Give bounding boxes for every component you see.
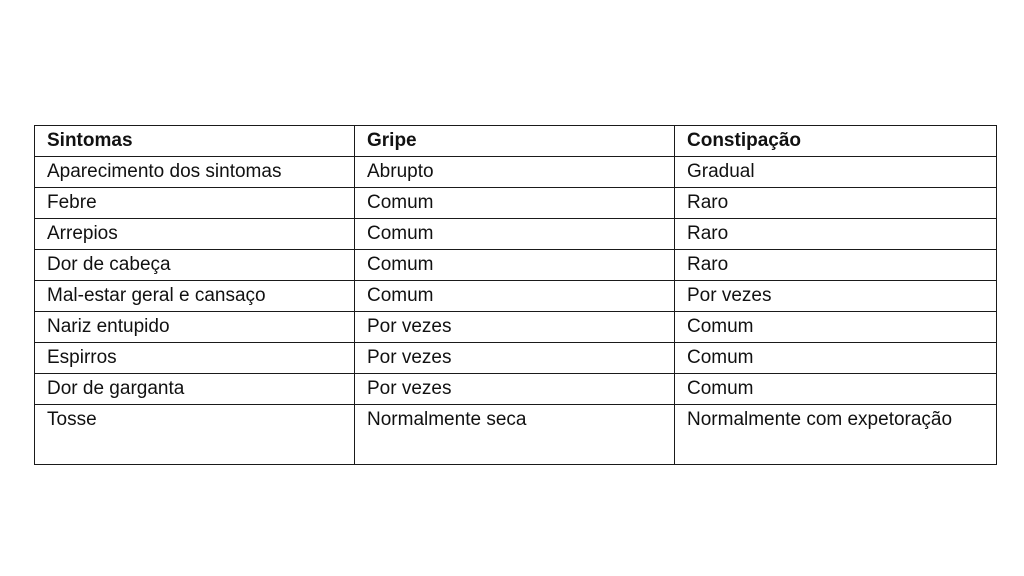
table-row xyxy=(35,219,997,250)
cell-gripe: Por vezes xyxy=(355,374,675,405)
table-row xyxy=(35,405,997,465)
cell-constipacao: Comum xyxy=(675,343,997,374)
cell-gripe: Comum xyxy=(355,188,675,219)
cell-constipacao: Gradual xyxy=(675,157,997,188)
cell-gripe: Normalmente seca xyxy=(355,405,675,465)
cell-constipacao: Normalmente com expetoração xyxy=(675,405,997,465)
cell-constipacao: Por vezes xyxy=(675,281,997,312)
cell-symptom: Espirros xyxy=(35,343,355,374)
header-gripe: Gripe xyxy=(355,126,675,157)
cell-gripe: Comum xyxy=(355,219,675,250)
table-row xyxy=(35,343,997,374)
cell-symptom: Arrepios xyxy=(35,219,355,250)
cell-symptom: Mal-estar geral e cansaço xyxy=(35,281,355,312)
cell-constipacao: Raro xyxy=(675,188,997,219)
table-row xyxy=(35,374,997,405)
cell-constipacao: Comum xyxy=(675,374,997,405)
cell-gripe: Comum xyxy=(355,281,675,312)
cell-symptom: Nariz entupido xyxy=(35,312,355,343)
cell-symptom: Dor de garganta xyxy=(35,374,355,405)
table-row xyxy=(35,188,997,219)
table-row xyxy=(35,157,997,188)
symptoms-comparison-table xyxy=(34,125,997,465)
cell-constipacao: Raro xyxy=(675,250,997,281)
cell-gripe: Comum xyxy=(355,250,675,281)
cell-constipacao: Comum xyxy=(675,312,997,343)
cell-symptom: Tosse xyxy=(35,405,355,465)
table-row xyxy=(35,281,997,312)
cell-symptom: Febre xyxy=(35,188,355,219)
header-constipacao: Constipação xyxy=(675,126,997,157)
cell-constipacao: Raro xyxy=(675,219,997,250)
cell-gripe: Abrupto xyxy=(355,157,675,188)
header-sintomas: Sintomas xyxy=(35,126,355,157)
cell-gripe: Por vezes xyxy=(355,312,675,343)
cell-symptom: Dor de cabeça xyxy=(35,250,355,281)
table-row xyxy=(35,250,997,281)
cell-symptom: Aparecimento dos sintomas xyxy=(35,157,355,188)
cell-gripe: Por vezes xyxy=(355,343,675,374)
table-header-row xyxy=(35,126,997,157)
table-row xyxy=(35,312,997,343)
